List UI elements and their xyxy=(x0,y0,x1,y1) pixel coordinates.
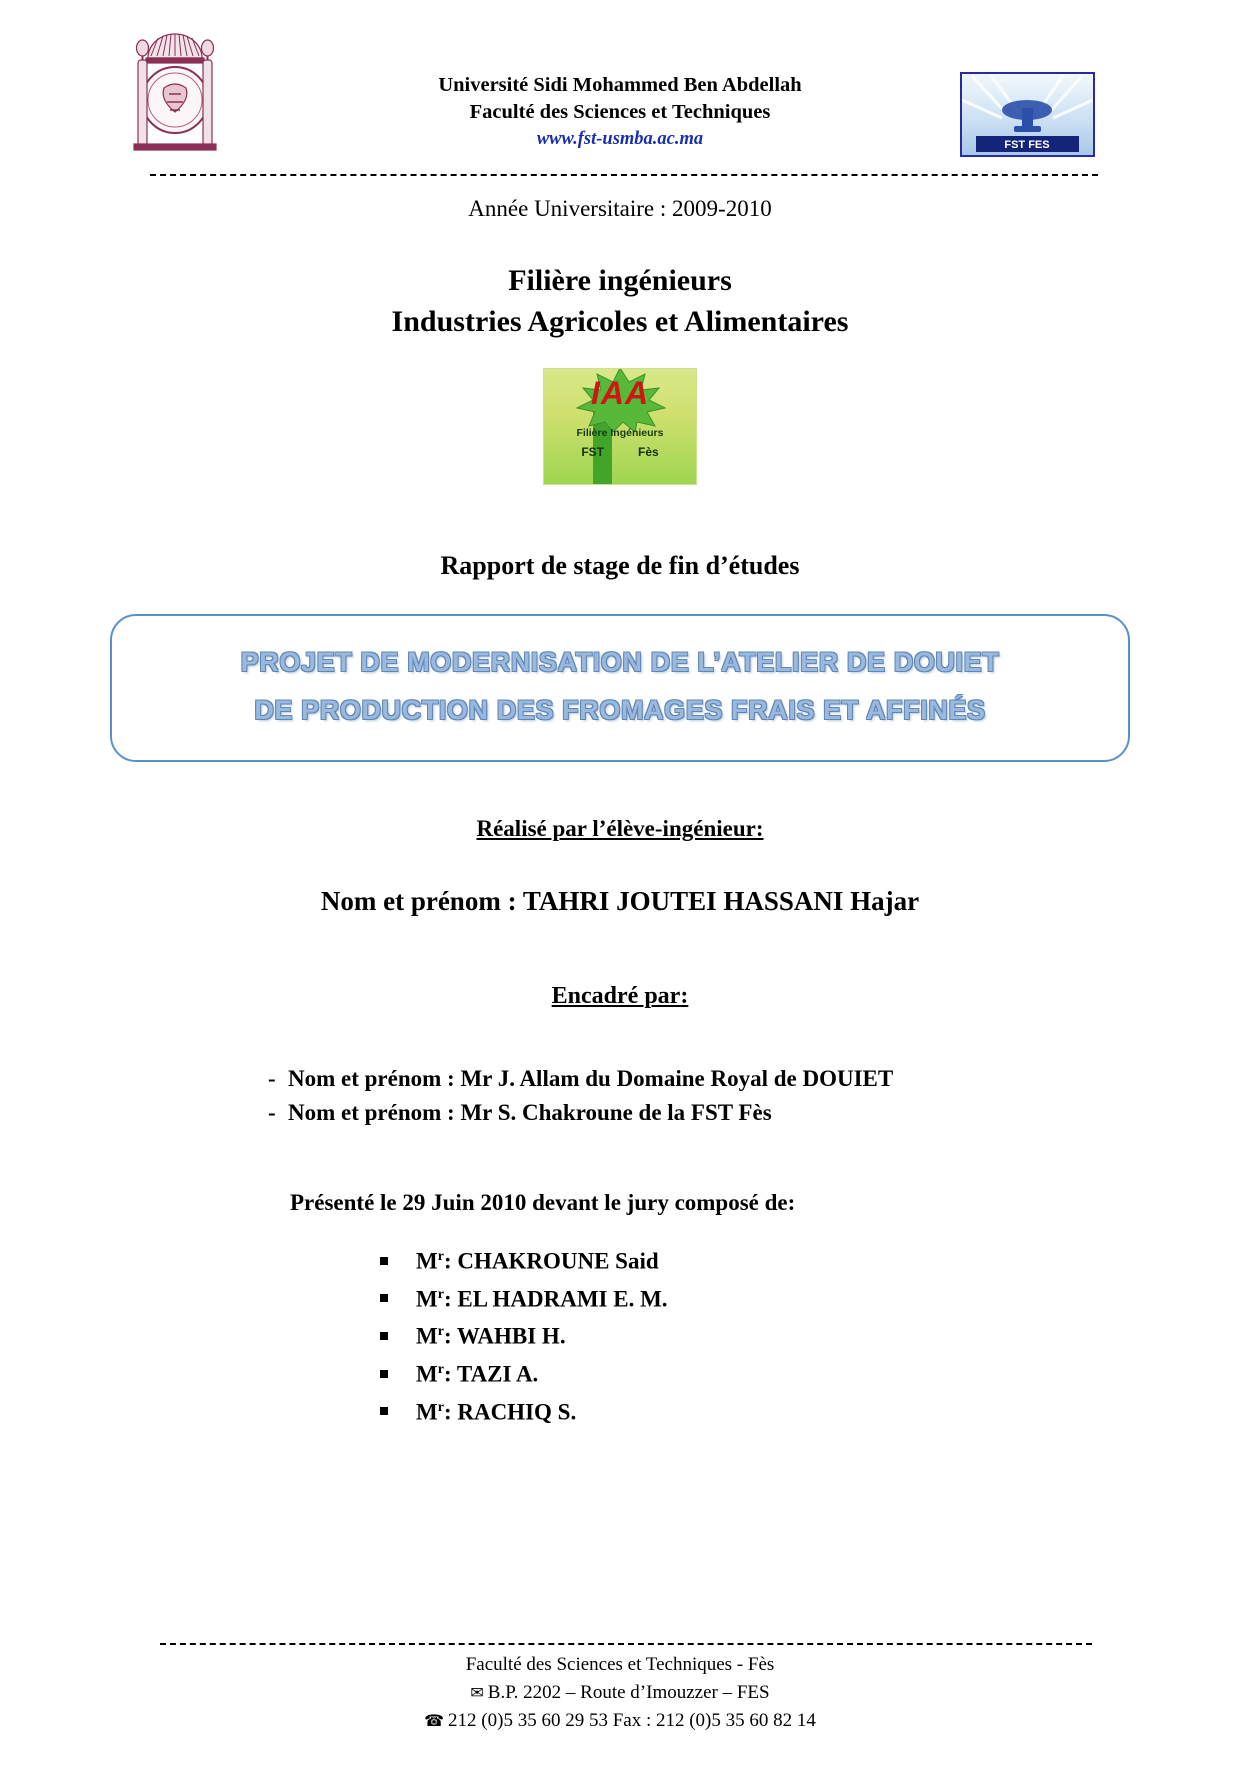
supervisor-1: Nom et prénom : Mr J. Allam du Domaine Royal de DOUIET xyxy=(288,1066,894,1091)
academic-year: Année Universitaire : 2009-2010 xyxy=(468,196,772,221)
jury-name: : WAHBI H. xyxy=(443,1323,566,1349)
realise-par-label xyxy=(0,816,1240,842)
university-name: Université Sidi Mohammed Ben Abdellah xyxy=(438,74,802,96)
jury-name: : CHAKROUNE Said xyxy=(443,1248,659,1274)
square-bullet-icon xyxy=(380,1294,388,1302)
iaa-logo xyxy=(543,368,697,485)
list-dash: - xyxy=(268,1066,276,1091)
website-url[interactable]: www.fst-usmba.ac.ma xyxy=(536,129,704,149)
jury-sup: r xyxy=(437,1286,444,1302)
iaa-logo-wrapper xyxy=(0,368,1240,485)
square-bullet-icon xyxy=(380,1257,388,1265)
jury-name: : EL HADRAMI E. M. xyxy=(443,1286,668,1312)
jury-member xyxy=(380,1278,1240,1316)
footer-institution: Faculté des Sciences et Techniques - Fès xyxy=(465,1654,775,1675)
jury-name: : TAZI A. xyxy=(443,1361,539,1387)
square-bullet-icon xyxy=(380,1370,388,1378)
report-title-line2: DE PRODUCTION DES FROMAGES FRAIS ET AFFINÉS xyxy=(254,695,986,725)
jury-sup: r xyxy=(437,1399,444,1415)
document-header xyxy=(0,22,1240,182)
footer-address: B.P. 2202 – Route d’Imouzzer – FES xyxy=(487,1682,770,1703)
encadre-par-text: Encadré par: xyxy=(551,983,689,1009)
supervisors-list xyxy=(0,1062,1240,1130)
jury-member xyxy=(380,1240,1240,1278)
supervisor-item xyxy=(268,1096,1240,1130)
jury-prefix: M xyxy=(416,1361,438,1387)
square-bullet-icon xyxy=(380,1332,388,1340)
jury-sup: r xyxy=(437,1361,444,1377)
iaa-logo-fes: Fès xyxy=(637,445,659,459)
jury-prefix: M xyxy=(416,1399,438,1425)
iaa-logo-subtitle: Filière Ingénieurs xyxy=(576,427,664,439)
jury-sup: r xyxy=(437,1249,444,1264)
square-bullet-icon xyxy=(380,1407,388,1415)
telephone-icon: ☎ xyxy=(424,1711,445,1730)
faculty-name: Faculté des Sciences et Techniques xyxy=(469,101,771,123)
jury-prefix: M xyxy=(416,1286,438,1312)
iaa-logo-fst: FST xyxy=(581,445,604,459)
document-footer xyxy=(0,1643,1240,1735)
encadre-par-label xyxy=(0,983,1240,1010)
document-page xyxy=(0,22,1240,1777)
jury-prefix: M xyxy=(416,1323,438,1349)
realise-par-text: Réalisé par l’élève-ingénieur: xyxy=(476,816,764,841)
jury-list xyxy=(0,1240,1240,1428)
supervisor-item xyxy=(268,1062,1240,1096)
jury-sup: r xyxy=(437,1324,444,1340)
header-divider xyxy=(150,174,1098,176)
program-title xyxy=(0,260,1240,342)
program-title-line1: Filière ingénieurs xyxy=(508,264,732,297)
jury-prefix: M xyxy=(416,1248,438,1274)
report-title-line1: PROJET DE MODERNISATION DE L’ATELIER DE DOUIET xyxy=(240,647,1000,677)
jury-member xyxy=(380,1353,1240,1391)
envelope-icon: ✉ xyxy=(470,1683,484,1702)
jury-member xyxy=(380,1391,1240,1429)
supervisor-2: Nom et prénom : Mr S. Chakroune de la FST Fès xyxy=(288,1100,772,1125)
report-title-box xyxy=(110,614,1130,762)
fst-fes-logo xyxy=(960,72,1095,157)
program-title-line2: Industries Agricoles et Alimentaires xyxy=(391,305,849,338)
student-name: Nom et prénom : TAHRI JOUTEI HASSANI Hajar xyxy=(320,886,920,916)
iaa-logo-footer xyxy=(544,445,696,459)
iaa-logo-acronym: IAA xyxy=(590,375,650,411)
report-type: Rapport de stage de fin d’études xyxy=(440,551,800,580)
list-dash: - xyxy=(268,1100,276,1125)
jury-member xyxy=(380,1315,1240,1353)
presentation-date: Présenté le 29 Juin 2010 devant le jury composé de: xyxy=(290,1190,796,1215)
footer-phone-line xyxy=(0,1707,1240,1735)
footer-divider xyxy=(160,1643,1092,1645)
jury-name: : RACHIQ S. xyxy=(443,1399,577,1425)
footer-phone: 212 (0)5 35 60 29 53 Fax : 212 (0)5 35 60 82 14 xyxy=(448,1710,816,1731)
footer-address-line xyxy=(0,1679,1240,1707)
svg-text:FST FES: FST FES xyxy=(1004,139,1050,151)
